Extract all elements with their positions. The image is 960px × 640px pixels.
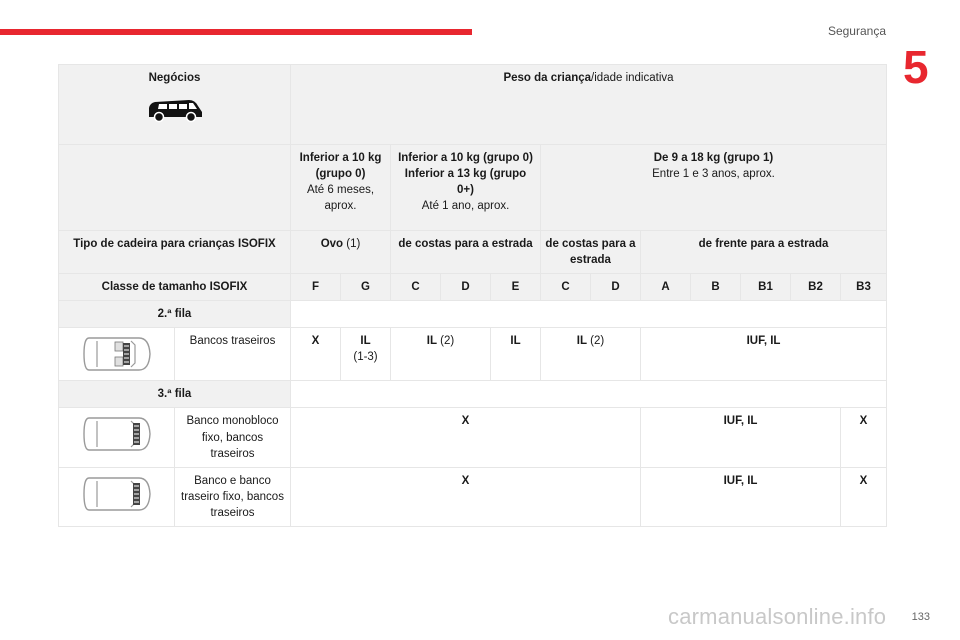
group-1-weight: De 9 a 18 kg (grupo 1): [653, 152, 774, 164]
size-class-label: Classe de tamanho ISOFIX: [59, 274, 291, 301]
group-0b-weight: Inferior a 10 kg (grupo 0): [398, 152, 533, 164]
van-icon: [145, 96, 205, 124]
size-class-cell: C: [541, 274, 591, 301]
row-2-g-value: IL: [360, 335, 371, 348]
row-2-rear-note: (2): [586, 335, 605, 348]
row-2-group0-g: [341, 328, 391, 381]
section-title: Segurança: [827, 24, 886, 38]
ovo-label: Ovo: [320, 238, 344, 250]
page-number: 133: [911, 611, 930, 623]
row-3a-seat-label: Banco monobloco fixo, bancos traseiros: [175, 408, 291, 467]
group-0-age: Até 6 meses, aprox.: [306, 184, 375, 213]
row-3b-seat-icon-cell: [59, 467, 175, 526]
row-2-seat-icon-cell: [59, 328, 175, 381]
row-2-group0plus-cd: [391, 328, 491, 381]
seat-type-ovo: [291, 231, 391, 274]
size-class-cell: D: [441, 274, 491, 301]
seat-type-rear-1: de costas para a estrada: [391, 231, 541, 274]
row-2-seat-label: Bancos traseiros: [175, 328, 291, 381]
row-3a-b3-value: X: [841, 408, 887, 467]
car-seat-position-icon: [81, 415, 153, 453]
empty-cell: [291, 381, 887, 408]
group-0plus-cell: [391, 145, 541, 231]
row-2-g-note: (1-3): [353, 351, 378, 364]
row-2-cd-value: IL: [426, 335, 437, 348]
group-0-name: (grupo 0): [315, 168, 366, 181]
size-class-cell: F: [291, 274, 341, 301]
size-class-cell: B: [691, 274, 741, 301]
weight-header: [291, 65, 887, 145]
size-class-cell: G: [341, 274, 391, 301]
group-0plus-weight: Inferior a 13 kg (grupo 0+): [404, 168, 527, 197]
row-2-group1-front: IUF, IL: [641, 328, 887, 381]
row-3a-seat-icon-cell: [59, 408, 175, 467]
isofix-table: [58, 64, 887, 527]
empty-cell: [59, 145, 291, 231]
size-class-cell: C: [391, 274, 441, 301]
car-seat-position-icon: [81, 335, 153, 373]
row-2-group0-f: X: [291, 328, 341, 381]
seat-type-rear-2: de costas para a estrada: [541, 231, 641, 274]
row-2-cd-note: (2): [436, 335, 455, 348]
group-1-cell: [541, 145, 887, 231]
weight-suffix: /idade indicativa: [591, 72, 674, 84]
size-class-cell: B3: [841, 274, 887, 301]
group-0plus-age: Até 1 ano, aprox.: [421, 200, 510, 213]
size-class-cell: B2: [791, 274, 841, 301]
row-3b-rear-value: X: [291, 467, 641, 526]
row-3b-b3-value: X: [841, 467, 887, 526]
row-2-rear-value: IL: [576, 335, 587, 348]
empty-cell: [291, 301, 887, 328]
row-2-group0plus-e: IL: [491, 328, 541, 381]
size-class-cell: D: [591, 274, 641, 301]
vehicle-cell: [59, 65, 291, 145]
row-2-label: 2.ª fila: [59, 301, 291, 328]
seat-type-label: Tipo de cadeira para crianças ISOFIX: [59, 231, 291, 274]
ovo-note: (1): [343, 238, 361, 250]
group-1-age: Entre 1 e 3 anos, aprox.: [652, 168, 775, 181]
chapter-number: 5: [903, 41, 929, 93]
watermark: carmanualsonline.info: [668, 604, 887, 629]
row-3-label: 3.ª fila: [59, 381, 291, 408]
size-class-cell: B1: [741, 274, 791, 301]
seat-type-front: de frente para a estrada: [641, 231, 887, 274]
row-2-group1-rear: [541, 328, 641, 381]
row-3a-front-value: IUF, IL: [641, 408, 841, 467]
header-accent-bar: [0, 29, 472, 35]
row-3a-rear-value: X: [291, 408, 641, 467]
row-3b-front-value: IUF, IL: [641, 467, 841, 526]
size-class-cell: E: [491, 274, 541, 301]
size-class-cell: A: [641, 274, 691, 301]
group-0-cell: [291, 145, 391, 231]
row-3b-seat-label: Banco e banco traseiro fixo, bancos traseiros: [175, 467, 291, 526]
vehicle-label: Negócios: [148, 72, 201, 84]
group-0-weight: Inferior a 10 kg: [299, 152, 382, 164]
weight-title: Peso da criança: [503, 72, 592, 84]
car-seat-position-icon: [81, 475, 153, 513]
